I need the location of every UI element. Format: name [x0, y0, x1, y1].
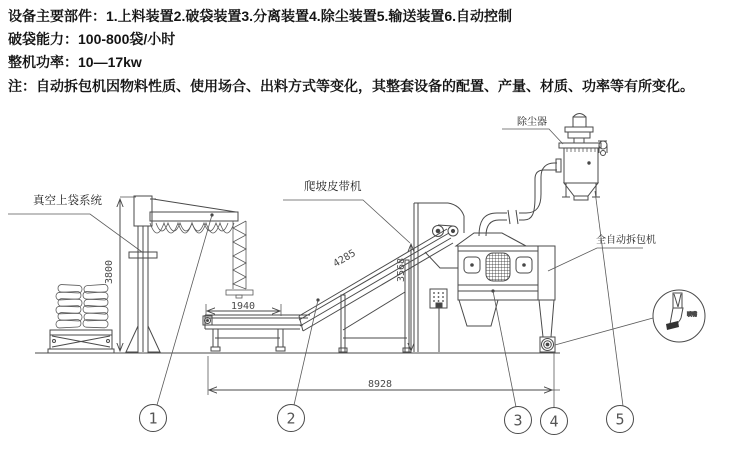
- spec-power: 整机功率：10—17kw: [8, 54, 142, 70]
- spec-capacity: 破袋能力：100-800袋/小时: [8, 31, 176, 47]
- dim-1940: [206, 301, 281, 316]
- scissor-lift-table: [48, 330, 114, 353]
- dim-3800-text: 3800: [104, 259, 115, 285]
- vacuum-loader-label-text: 真空上袋系统: [33, 193, 102, 207]
- bag-opener-machine: [456, 233, 555, 352]
- bag-stack: [56, 284, 108, 328]
- callout-2: [278, 405, 305, 432]
- callout-1-num: 1: [148, 409, 158, 428]
- spec-note: 注：自动拆包机因物料性质、使用场合、出料方式等变化，其整套设备的配置、产量、材质、功率等有所变化。: [8, 78, 694, 94]
- callout-3-num: 3: [513, 411, 523, 430]
- dust-collector-label-text: 除尘器: [517, 117, 547, 128]
- callout-5-num: 5: [615, 410, 625, 429]
- callout-4: [541, 408, 568, 435]
- dim-4285-text: 4285: [331, 247, 358, 270]
- climbing-conveyor-label-text: 爬坡皮带机: [304, 179, 362, 193]
- callout-5: [607, 406, 634, 433]
- dust-collector: [556, 114, 607, 201]
- label-vacuum-loader: [8, 193, 142, 252]
- dim-8928-text: 8928: [367, 379, 393, 390]
- callout-3: [505, 407, 532, 434]
- lifting-spring-tube: [226, 221, 253, 298]
- duct-pipe: [479, 163, 557, 236]
- dim-3800: [104, 197, 136, 351]
- callout-1: [140, 405, 167, 432]
- flat-conveyor: [203, 315, 310, 351]
- label-dust-collector: [502, 115, 563, 144]
- control-box: [430, 289, 447, 352]
- bag-opener-label-text: 全自动拆包机: [596, 235, 656, 246]
- spec-main-parts: 设备主要部件：1.上料装置2.破袋装置3.分离装置4.除尘装置5.输送装置6.自动控制: [8, 8, 513, 24]
- valve-pulley: [599, 141, 607, 149]
- vacuum-hose-bellows: [150, 223, 234, 233]
- dim-1940-text: 1940: [230, 301, 256, 312]
- callout-4-num: 4: [549, 412, 559, 431]
- technical-drawing: [0, 105, 752, 471]
- detail-bubble: [653, 290, 705, 342]
- detail-part-label: 喷嘴: [687, 312, 698, 318]
- label-climbing-conveyor: [283, 179, 410, 243]
- label-bag-opener: [548, 233, 656, 271]
- dim-3568-text: 3568: [396, 257, 407, 283]
- callout-2-num: 2: [286, 409, 296, 428]
- mesh-panel: [486, 253, 510, 281]
